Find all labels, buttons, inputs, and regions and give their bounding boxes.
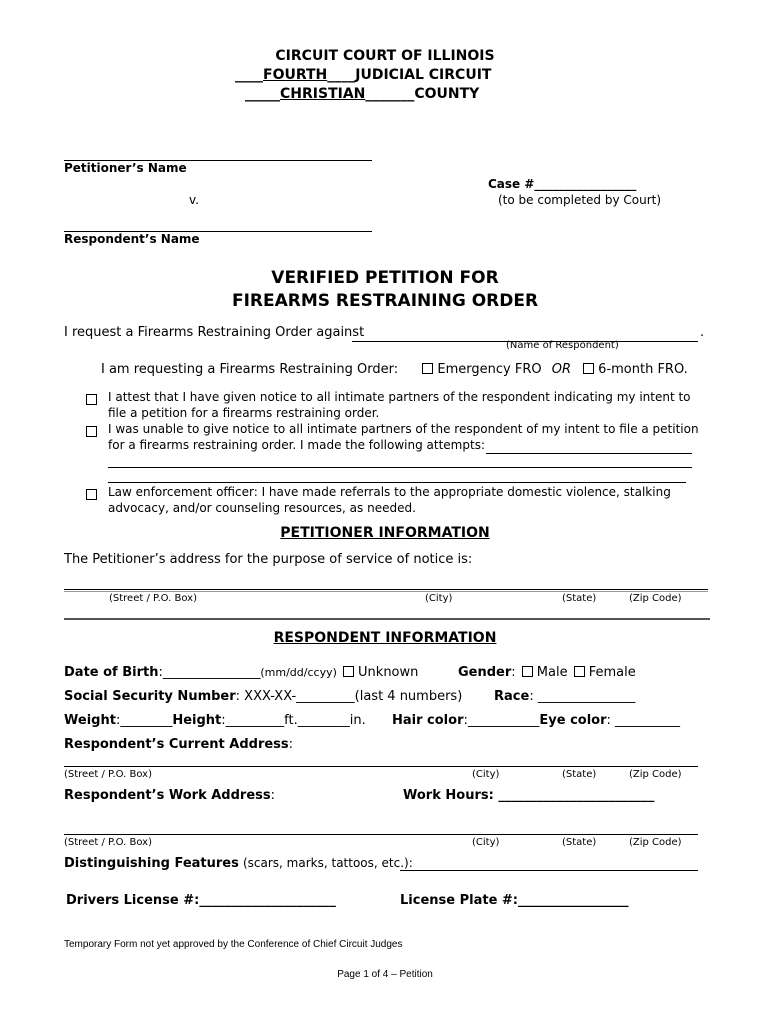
- attempts-blank-1[interactable]: [486, 453, 692, 454]
- gender-male-label: Male: [536, 665, 568, 680]
- dob-format: (mm/dd/ccyy): [260, 666, 337, 679]
- dob-row: [64, 665, 418, 680]
- physical-row: [64, 713, 366, 728]
- or-label: OR: [551, 362, 572, 377]
- dob-blank[interactable]: :_______________: [158, 665, 261, 680]
- work-street-label: (Street / P.O. Box): [64, 837, 152, 848]
- law-enforcement-line-2: advocacy, and/or counseling resources, as needed.: [108, 501, 416, 515]
- work-city-label: (City): [472, 837, 500, 848]
- county-prefix: _____: [245, 86, 280, 102]
- page-number: Page 1 of 4 – Petition: [337, 969, 433, 980]
- law-enforcement-checkbox[interactable]: [86, 489, 97, 500]
- ssn-value[interactable]: : XXX-XX-_________: [235, 689, 355, 704]
- attest-notice-checkbox[interactable]: [86, 394, 97, 405]
- circuit-name: FOURTH: [263, 67, 328, 83]
- work-address-line[interactable]: [64, 834, 698, 835]
- work-address-colon: :: [270, 788, 276, 803]
- current-zip-label: (Zip Code): [629, 769, 682, 780]
- respondent-info-heading: RESPONDENT INFORMATION: [273, 630, 497, 646]
- unable-notice-line-2: for a firearms restraining order. I made the following attempts:: [108, 438, 485, 452]
- petitioner-city-label: (City): [425, 593, 453, 604]
- work-state-label: (State): [562, 837, 597, 848]
- height-label: Height: [172, 713, 222, 728]
- court-name: CIRCUIT COURT OF ILLINOIS: [275, 48, 495, 64]
- current-state-label: (State): [562, 769, 597, 780]
- petitioner-address-line[interactable]: [64, 589, 708, 590]
- county-line: [245, 86, 479, 102]
- emergency-fro-checkbox[interactable]: [422, 363, 433, 374]
- gender-label: Gender: [458, 665, 512, 680]
- distinguishing-row: [64, 856, 413, 871]
- title-line-1: VERIFIED PETITION FOR: [271, 268, 499, 288]
- unable-notice-checkbox[interactable]: [86, 426, 97, 437]
- dob-label: Date of Birth: [64, 665, 159, 680]
- distinguishing-note: (scars, marks, tattoos, etc.):: [242, 856, 413, 870]
- gender-row: Gender: Male Female: [458, 665, 636, 680]
- dob-unknown-checkbox[interactable]: [343, 666, 354, 677]
- color-row: [392, 713, 680, 728]
- section-divider: [64, 618, 710, 620]
- race-label: Race: [494, 689, 530, 704]
- attempts-blank-2[interactable]: [108, 467, 692, 468]
- county-name: CHRISTIAN: [280, 86, 366, 102]
- drivers-license[interactable]: Drivers License #:_____________________: [66, 893, 336, 908]
- gender-male-checkbox[interactable]: [522, 666, 533, 677]
- respondent-label: Respondent’s Name: [64, 232, 200, 246]
- ssn-label: Social Security Number: [64, 689, 236, 704]
- emergency-fro-label: Emergency FRO: [437, 362, 542, 377]
- county-suffix: _______COUNTY: [365, 86, 480, 102]
- title-line-2: FIREARMS RESTRAINING ORDER: [231, 291, 539, 311]
- six-month-fro-checkbox[interactable]: [583, 363, 594, 374]
- requesting-fro-line: [101, 362, 688, 377]
- current-address-colon: :: [288, 737, 294, 752]
- requesting-label: I am requesting a Firearms Restraining Order:: [101, 362, 399, 377]
- petitioner-info-heading: PETITIONER INFORMATION: [280, 525, 490, 541]
- race-row: [494, 689, 635, 704]
- case-note: (to be completed by Court): [498, 193, 662, 207]
- period: .: [700, 325, 705, 340]
- petitioner-label: Petitioner’s Name: [64, 161, 187, 175]
- circuit-prefix: ____: [235, 67, 263, 83]
- current-street-label: (Street / P.O. Box): [64, 769, 152, 780]
- ssn-row: [64, 689, 462, 704]
- current-address-label: Respondent’s Current Address: [64, 737, 289, 752]
- work-hours[interactable]: Work Hours: ________________________: [403, 788, 655, 803]
- hair-color-label: Hair color: [392, 713, 464, 728]
- current-city-label: (City): [472, 769, 500, 780]
- attest-notice-line-2: file a petition for a firearms restraining order.: [108, 406, 380, 420]
- petitioner-address-text: The Petitioner’s address for the purpose of service of notice is:: [64, 552, 473, 567]
- gender-female-label: Female: [588, 665, 636, 680]
- license-plate[interactable]: License Plate #:_________________: [400, 893, 629, 908]
- request-against: I request a Firearms Restraining Order against: [64, 325, 365, 340]
- circuit-suffix: ____JUDICIAL CIRCUIT: [327, 67, 492, 83]
- distinguishing-label: Distinguishing Features: [64, 856, 239, 871]
- height-blank[interactable]: :_________ft.________in.: [221, 713, 366, 728]
- six-month-fro-label: 6-month FRO.: [598, 362, 688, 377]
- dob-unknown-label: Unknown: [358, 665, 419, 680]
- work-zip-label: (Zip Code): [629, 837, 682, 848]
- work-address-label: Respondent’s Work Address: [64, 788, 271, 803]
- law-enforcement-line-1: Law enforcement officer: I have made referrals to the appropriate domestic violence, stalking: [108, 485, 671, 499]
- petitioner-address-line-shadow: [64, 591, 708, 592]
- eye-color-blank[interactable]: : __________: [606, 713, 681, 728]
- unable-notice-line-1: I was unable to give notice to all intimate partners of the respondent of my intent to file a petition: [108, 422, 699, 436]
- judicial-circuit-line: [235, 67, 491, 83]
- hair-color-blank[interactable]: :___________: [463, 713, 540, 728]
- attest-notice-line-1: I attest that I have given notice to all intimate partners of the respondent indicating my intent to: [108, 390, 691, 404]
- petitioner-state-label: (State): [562, 593, 597, 604]
- attempts-blank-3[interactable]: [108, 482, 686, 483]
- gender-female-checkbox[interactable]: [574, 666, 585, 677]
- current-address-line[interactable]: [64, 766, 698, 767]
- footer-note: Temporary Form not yet approved by the Conference of Chief Circuit Judges: [64, 939, 403, 950]
- distinguishing-blank[interactable]: [400, 870, 698, 871]
- eye-color-label: Eye color: [539, 713, 607, 728]
- weight-blank[interactable]: :________: [115, 713, 173, 728]
- work-address-row: [64, 788, 275, 803]
- petitioner-street-label: (Street / P.O. Box): [109, 593, 197, 604]
- weight-label: Weight: [64, 713, 116, 728]
- case-number-label: Case #_________________: [488, 177, 637, 191]
- race-blank[interactable]: : _______________: [529, 689, 636, 704]
- versus: v.: [189, 193, 199, 207]
- name-of-respondent-note: (Name of Respondent): [506, 340, 619, 351]
- current-address-row: [64, 737, 293, 752]
- petitioner-zip-label: (Zip Code): [629, 593, 682, 604]
- ssn-note: (last 4 numbers): [354, 689, 463, 704]
